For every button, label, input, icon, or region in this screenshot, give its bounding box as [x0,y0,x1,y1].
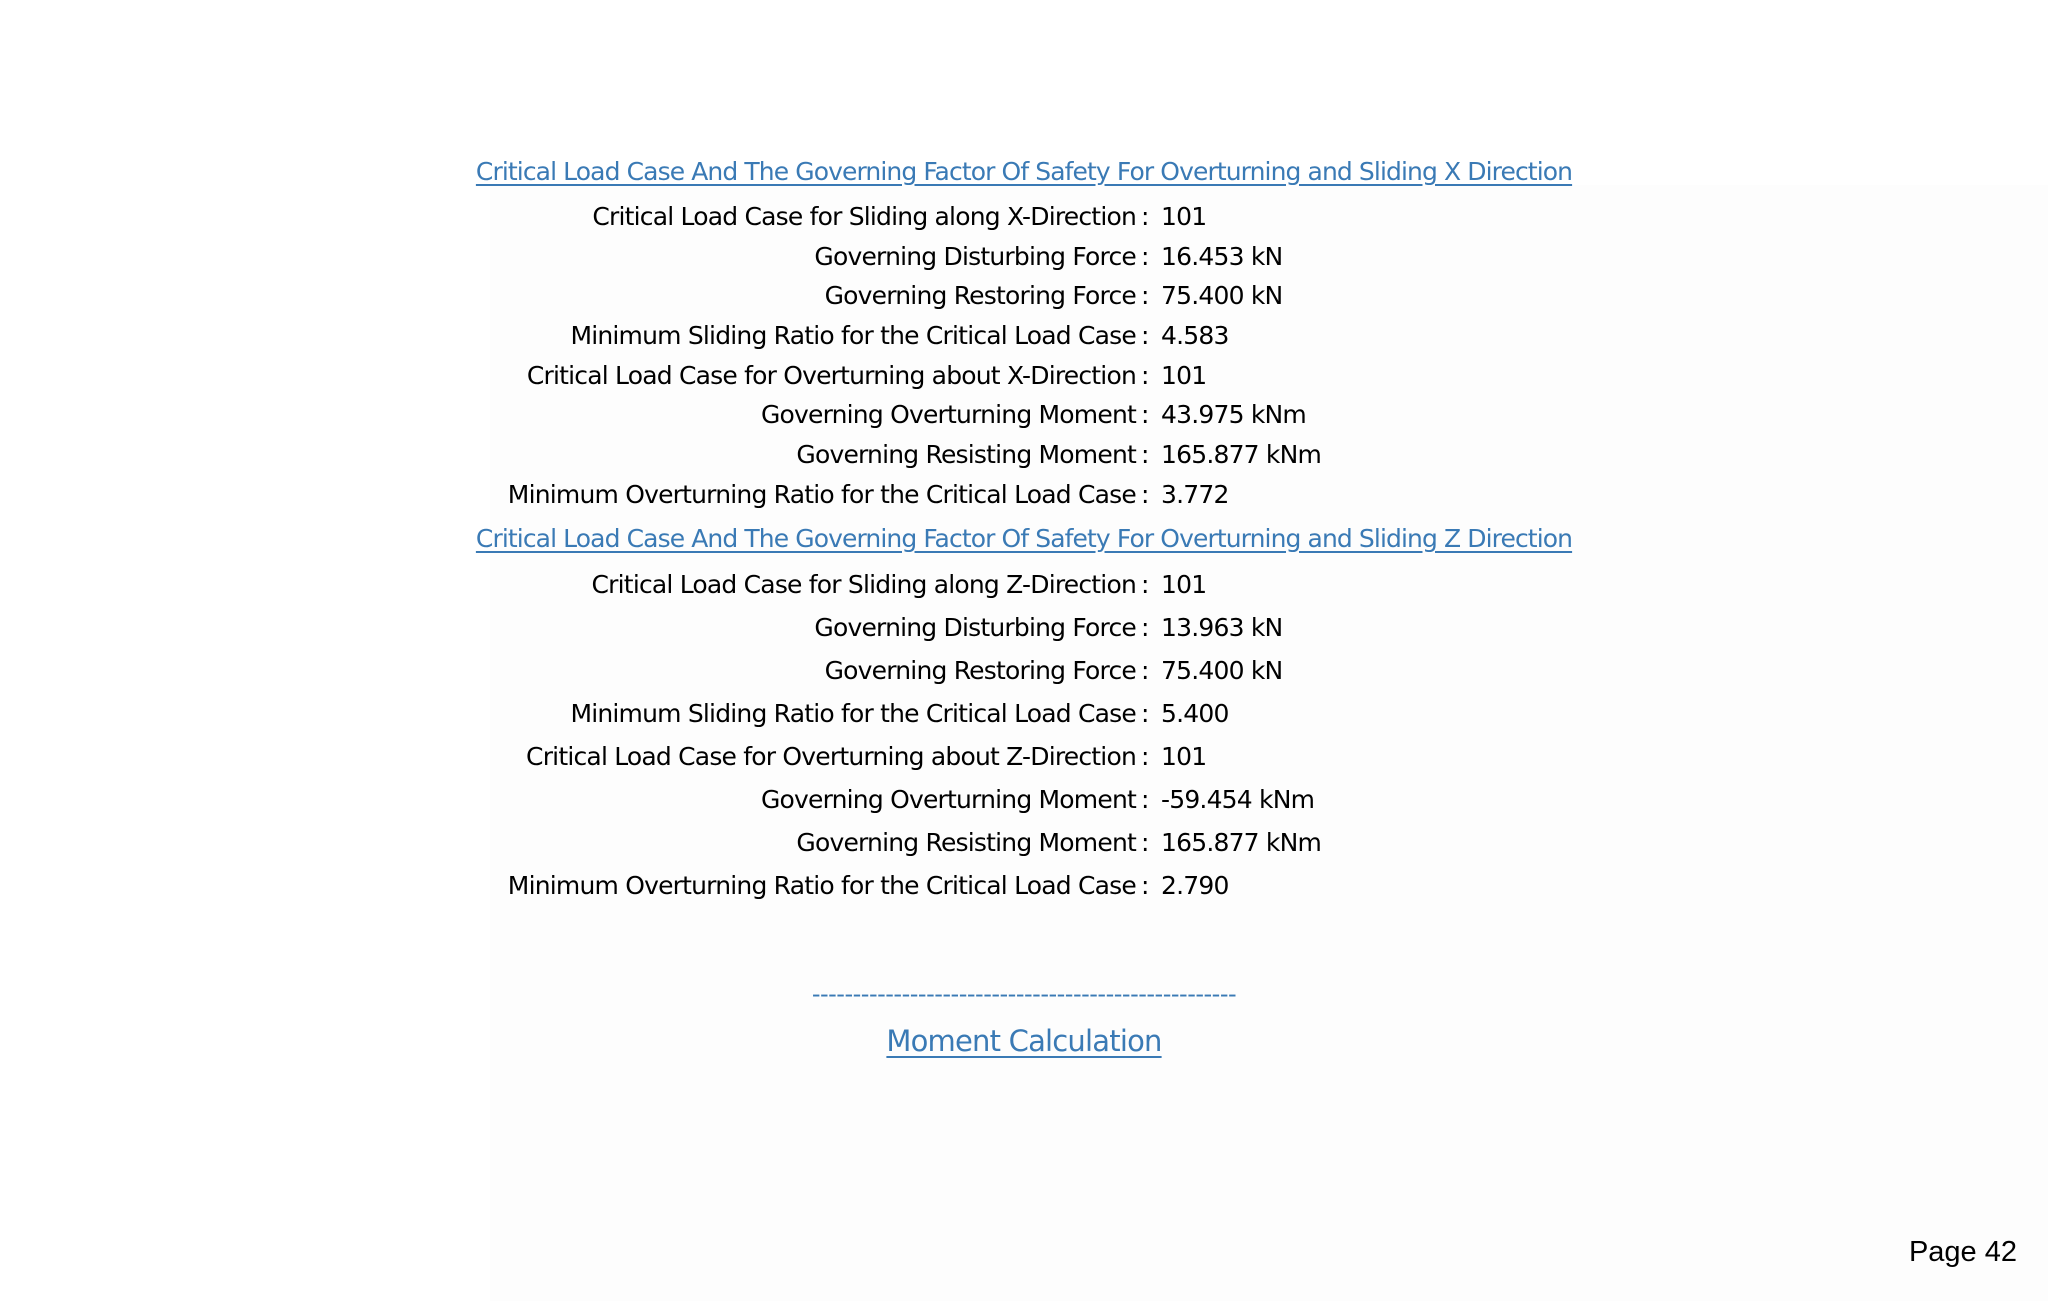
row-label: Governing Restoring Force [824,281,1136,310]
x-row-sliding-ratio [0,321,2048,355]
z-row-overturning-moment [0,785,2048,819]
row-label: Governing Disturbing Force [814,242,1136,271]
row-label: Governing Overturning Moment [760,785,1136,814]
row-label: Minimum Overturning Ratio for the Critical Load Case [507,480,1136,509]
row-separator: : [1141,242,1149,271]
row-separator: : [1141,440,1149,469]
z-row-sliding-ratio [0,699,2048,733]
row-label: Governing Resisting Moment [796,440,1136,469]
z-row-sliding-load-case [0,570,2048,604]
row-value: 75.400 kN [1161,281,1283,310]
row-separator: : [1141,480,1149,509]
row-label: Governing Overturning Moment [760,400,1136,429]
z-row-overturning-load-case [0,742,2048,776]
row-label: Minimum Sliding Ratio for the Critical Load Case [570,699,1136,728]
row-label: Governing Restoring Force [824,656,1136,685]
row-separator: : [1141,613,1149,642]
row-separator: : [1141,202,1149,231]
row-label: Minimum Overturning Ratio for the Critical Load Case [507,871,1136,900]
row-separator: : [1141,785,1149,814]
row-value: 43.975 kNm [1161,400,1306,429]
z-row-resisting-moment [0,828,2048,862]
row-value: 101 [1161,742,1207,771]
row-value: 101 [1161,361,1207,390]
row-value: 75.400 kN [1161,656,1283,685]
row-value: 13.963 kN [1161,613,1283,642]
row-separator: : [1141,871,1149,900]
page-number: Page 42 [1908,1236,2017,1268]
section-divider: ---------------------------------------------------- [811,980,1237,1008]
row-label: Critical Load Case for Sliding along Z-Direction [591,570,1136,599]
row-value: 4.583 [1161,321,1229,350]
row-separator: : [1141,742,1149,771]
row-label: Critical Load Case for Overturning about X-Direction [526,361,1136,390]
row-label: Critical Load Case for Sliding along X-Direction [592,202,1136,231]
row-value: 5.400 [1161,699,1229,728]
row-separator: : [1141,361,1149,390]
row-value: 101 [1161,202,1207,231]
x-row-sliding-load-case [0,202,2048,236]
z-direction-section-link[interactable]: Critical Load Case And The Governing Factor Of Safety For Overturning and Sliding Z Direction [475,524,1573,553]
row-separator: : [1141,656,1149,685]
x-row-overturning-moment [0,400,2048,434]
row-value: 165.877 kNm [1161,440,1322,469]
row-separator: : [1141,570,1149,599]
row-value: 3.772 [1161,480,1229,509]
row-separator: : [1141,400,1149,429]
z-row-restoring-force [0,656,2048,690]
x-row-resisting-moment [0,440,2048,474]
row-label: Minimum Sliding Ratio for the Critical Load Case [570,321,1136,350]
row-separator: : [1141,321,1149,350]
x-row-disturbing-force [0,242,2048,276]
row-value: 101 [1161,570,1207,599]
x-row-overturning-load-case [0,361,2048,395]
x-direction-section-link[interactable]: Critical Load Case And The Governing Factor Of Safety For Overturning and Sliding X Direction [475,157,1573,186]
row-value: 165.877 kNm [1161,828,1322,857]
moment-calculation-link[interactable]: Moment Calculation [886,1024,1162,1058]
x-row-restoring-force [0,281,2048,315]
row-separator: : [1141,828,1149,857]
row-label: Critical Load Case for Overturning about Z-Direction [526,742,1136,771]
row-value: 2.790 [1161,871,1229,900]
row-separator: : [1141,699,1149,728]
row-value: 16.453 kN [1161,242,1283,271]
row-label: Governing Disturbing Force [814,613,1136,642]
z-row-overturning-ratio [0,871,2048,905]
x-row-overturning-ratio [0,480,2048,514]
row-value: -59.454 kNm [1161,785,1315,814]
row-label: Governing Resisting Moment [796,828,1136,857]
z-row-disturbing-force [0,613,2048,647]
row-separator: : [1141,281,1149,310]
